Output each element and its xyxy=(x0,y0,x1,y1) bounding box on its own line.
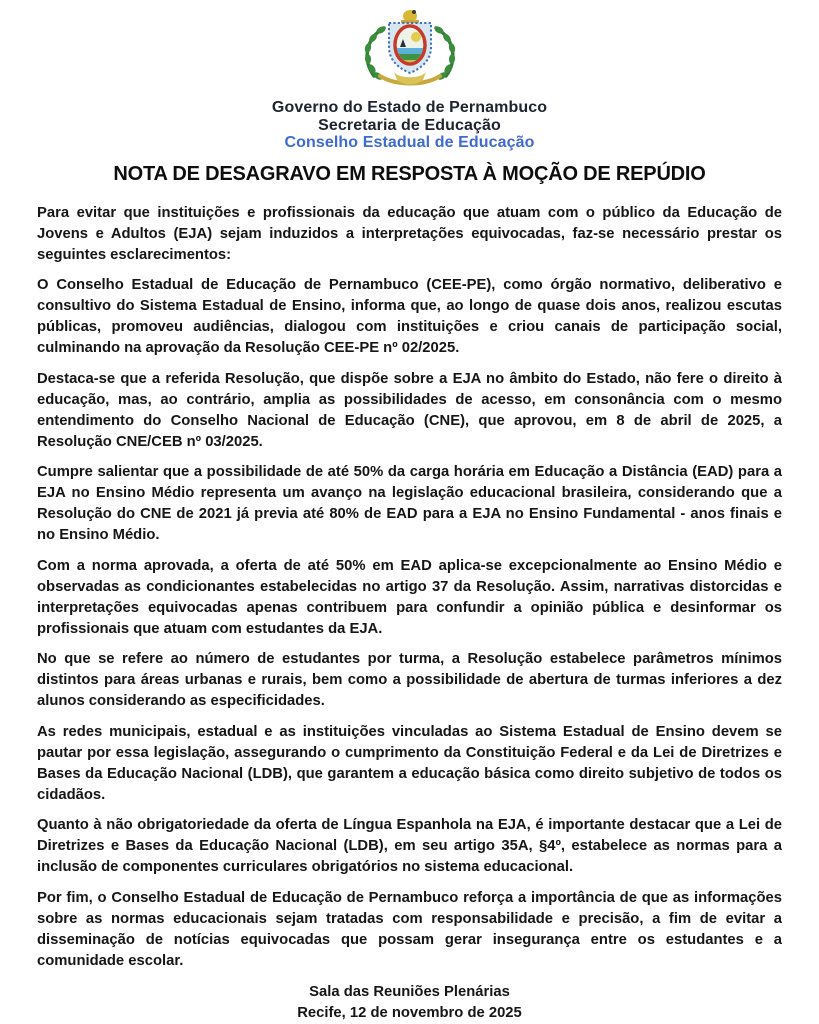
body-paragraph-8: Quanto à não obrigatoriedade da oferta de Língua Espanhola na EJA, é importante destacar que a Lei de Diretrizes e Bases da Educação Nacional (LDB), em seu artigo 35A, §4º, estabelece as normas para a inclusão de componentes curriculares obrigatórios no sistema educacional. xyxy=(37,817,782,875)
body-paragraph-5: Com a norma aprovada, a oferta de até 50% em EAD aplica-se excepcionalmente ao Ensino Médio e observadas as condicionantes estabelecidas no artigo 37 da Resolução. Assim, narrativas distorcidas e interpretações equivocadas apenas contribuem para confundir a opinião pública e desinformar os profissionais que atuam com estudantes da EJA. xyxy=(37,557,782,637)
emblem-container xyxy=(37,6,782,97)
body-paragraph-4: Cumpre salientar que a possibilidade de até 50% da carga horária em Educação a Distância (EAD) para a EJA no Ensino Médio representa um avanço na legislação educacional brasileira, considerando que a Resolução do CNE de 2021 já previa até 80% de EAD para a EJA no Ensino Fundamental - anos finais e no Ensino Médio. xyxy=(37,464,782,543)
body-paragraph-1: Para evitar que instituições e profissionais da educação que atuam com o público da Educação de Jovens e Adultos (EJA) sejam induzidos a interpretações equivocadas, faz-se necessário prestar os seguintes esclarecimentos: xyxy=(37,204,782,263)
body-paragraph-2: O Conselho Estadual de Educação de Pernambuco (CEE-PE), como órgão normativo, deliberativo e consultivo do Sistema Estadual de Ensino, informa que, ao longo de quase dois anos, realizou escutas públicas, promoveu audiências, dialogou com instituições e criou canais de participação social, culminando na aprovação da Resolução CEE-PE nº 02/2025. xyxy=(37,277,782,356)
document-footer xyxy=(37,982,782,1024)
pernambuco-coat-of-arms-icon xyxy=(344,6,476,97)
footer-location: Sala das Reuniões Plenárias xyxy=(309,983,510,1000)
council-name: Conselho Estadual de Educação xyxy=(284,134,535,151)
footer-date: Recife, 12 de novembro de 2025 xyxy=(297,1004,522,1021)
secretariat-name: Secretaria de Educação xyxy=(318,116,501,134)
body-paragraph-9: Por fim, o Conselho Estadual de Educação de Pernambuco reforça a importância de que as informações sobre as normas educacionais sejam tratadas com responsabilidade e precisão, a fim de evitar a disseminação de notícias equivocadas que possam gerar insegurança entre os estudantes e a comunidade escolar. xyxy=(37,889,782,969)
document-title: NOTA DE DESAGRAVO EM RESPOSTA À MOÇÃO DE REPÚDIO xyxy=(113,162,706,185)
document-header xyxy=(37,6,782,152)
government-name: Governo do Estado de Pernambuco xyxy=(271,99,548,116)
body-paragraph-3: Destaca-se que a referida Resolução, que dispõe sobre a EJA no âmbito do Estado, não fere o direito à educação, mas, ao contrário, amplia as possibilidades de acesso, em consonância com o mesmo entendimento do Conselho Nacional de Educação (CNE), que aprovou, em 8 de abril de 2025, a Resolução CNE/CEB nº 03/2025. xyxy=(37,370,782,450)
body-paragraph-7: As redes municipais, estadual e as instituições vinculadas ao Sistema Estadual de Ensino devem se pautar por essa legislação, assegurando o cumprimento da Constituição Federal e da Lei de Diretrizes e Bases da Educação Nacional (LDB), que garantem a educação básica como direito subjetivo de todos os cidadãos. xyxy=(37,723,782,803)
document-body xyxy=(37,203,782,972)
body-paragraph-6: No que se refere ao número de estudantes por turma, a Resolução estabelece parâmetros mínimos distintos para áreas urbanas e rurais, bem como a possibilidade de abertura de turmas inferiores a dez alunos considerando as especificidades. xyxy=(37,651,782,709)
